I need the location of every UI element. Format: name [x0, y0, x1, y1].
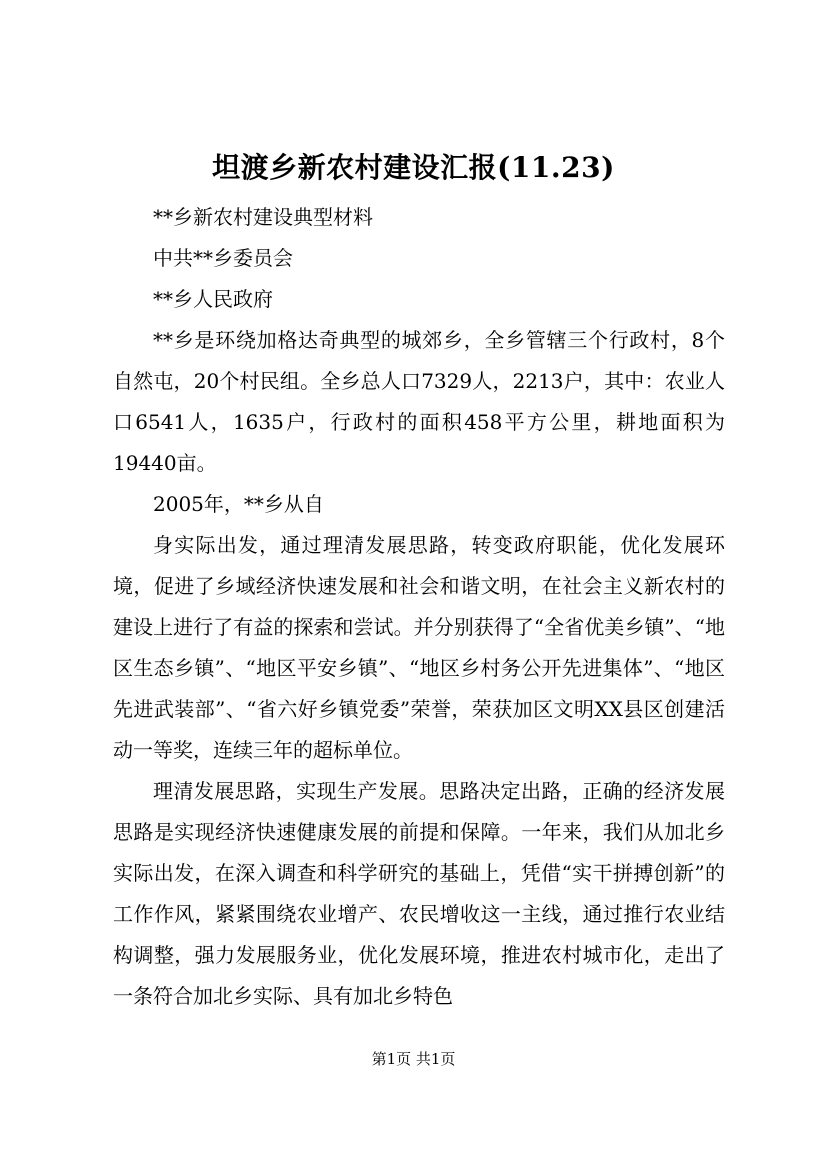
- document-title: 坦渡乡新农村建设汇报(11.23): [212, 151, 615, 184]
- page-footer: 第1页 共1页: [371, 1050, 456, 1068]
- document-body: [113, 197, 725, 1017]
- paragraph: **乡是环绕加格达奇典型的城郊乡，全乡管辖三个行政村，8个自然屯，20个村民组。全乡总人口7329人，2213户，其中：农业人口6541人，1635户，行政村的面积458平方公里，耕地面积为19440亩。: [113, 328, 725, 475]
- paragraph: 理清发展思路，实现生产发展。思路决定出路，正确的经济发展思路是实现经济快速健康发展的前提和保障。一年来，我们从加北乡实际出发，在深入调查和科学研究的基础上，凭借“实干拼搏创新”的工作作风，紧紧围绕农业增产、农民增收这一主线，通过推行农业结构调整，强力发展服务业，优化发展环境，推进农村城市化，走出了一条符合加北乡实际、具有加北乡特色: [113, 779, 725, 1008]
- paragraph: 身实际出发，通过理清发展思路，转变政府职能，优化发展环境，促进了乡域经济快速发展和社会和谐文明，在社会主义新农村的建设上进行了有益的探索和尝试。并分别获得了“全省优美乡镇”、“地区生态乡镇”、“地区平安乡镇”、“地区乡村务公开先进集体”、“地区先进武装部”、“省六好乡镇党委”荣誉，荣获加区文明XX县区创建活动一等奖，连续三年的超标单位。: [113, 533, 725, 762]
- paragraph: 中共**乡委员会: [153, 246, 293, 270]
- paragraph: **乡新农村建设典型材料: [153, 205, 373, 229]
- paragraph: 2005年，**乡从自: [153, 492, 324, 516]
- paragraph: **乡人民政府: [153, 287, 273, 311]
